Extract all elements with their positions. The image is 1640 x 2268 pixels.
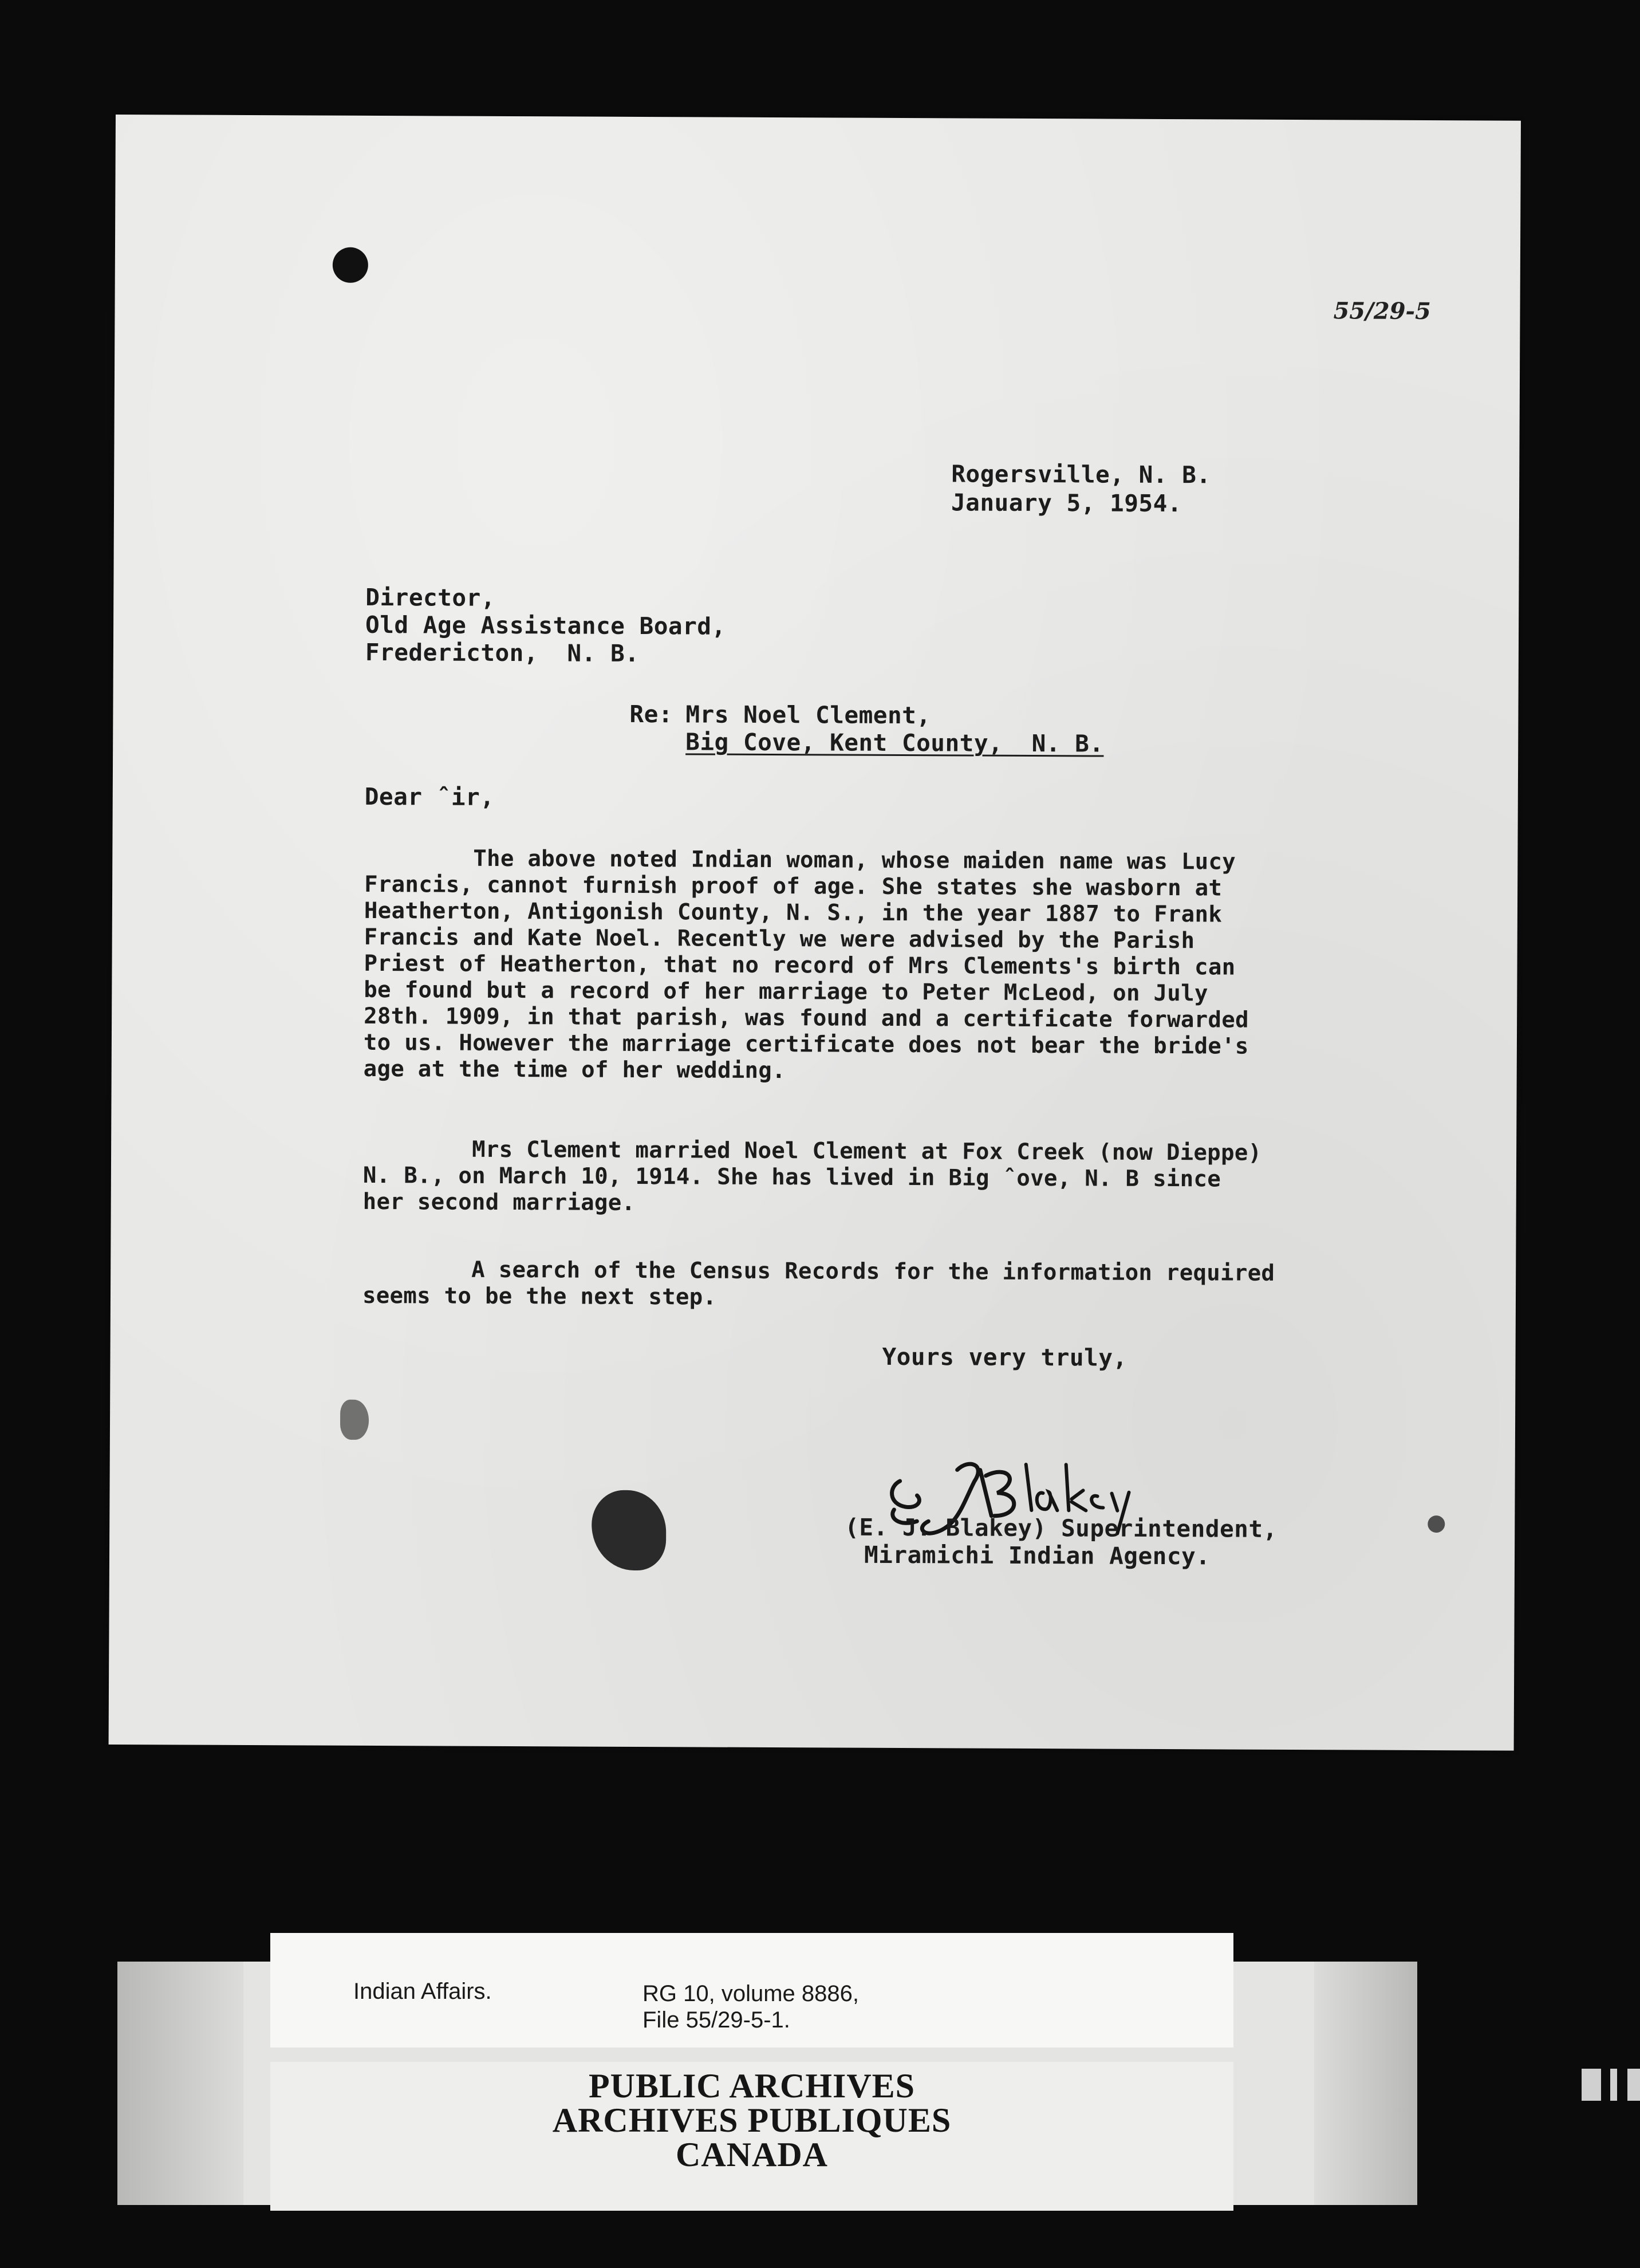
- re-name: Mrs Noel Clement,: [685, 700, 931, 730]
- addressee-board: Old Age Assistance Board,: [365, 611, 726, 640]
- paragraph-line: Francis and Kate Noel. Recently we were advised by the Parish: [364, 924, 1195, 954]
- paragraph-line: her second marriage.: [362, 1188, 636, 1216]
- ink-smudge: [340, 1400, 369, 1440]
- sender-place: Rogersville, N. B.: [951, 460, 1211, 489]
- addressee-title: Director,: [365, 583, 496, 612]
- paragraph-line: to us. However the marriage certificate does not bear the bride's: [363, 1029, 1249, 1060]
- archive-reference-card: [270, 1933, 1233, 2048]
- fonds-label: Indian Affairs.: [353, 1979, 492, 2004]
- film-frame-marker: [1576, 2062, 1640, 2108]
- reference-line-2: File 55/29-5-1.: [642, 2007, 790, 2033]
- paragraph-line: The above noted Indian woman, whose maiden name was Lucy: [473, 845, 1236, 875]
- paragraph-line: A search of the Census Records for the information required: [471, 1257, 1275, 1286]
- re-address: Big Cove, Kent County, N. B.: [685, 728, 1104, 758]
- mount-shadow-right: [1314, 1962, 1417, 2205]
- ink-blot: [592, 1490, 667, 1571]
- paragraph-3: [362, 1257, 1275, 1313]
- paragraph-line: Heatherton, Antigonish County, N. S., in the year 1887 to Frank: [364, 897, 1223, 928]
- paragraph-line: 28th. 1909, in that parish, was found and a certificate forwarded: [364, 1003, 1249, 1033]
- file-number: 55/29-5: [1333, 297, 1432, 325]
- letter-date: January 5, 1954.: [951, 489, 1182, 518]
- archive-stamp-line-1: PUBLIC ARCHIVES: [588, 2067, 916, 2105]
- signatory-name: (E. J. Blakey) Superintendent,: [845, 1513, 1278, 1543]
- paragraph-line: be found but a record of her marriage to Peter McLeod, on July: [364, 976, 1208, 1007]
- addressee-city: Fredericton, N. B.: [365, 638, 640, 667]
- paragraph-2: [363, 1136, 1262, 1219]
- mount-shadow-left: [117, 1962, 243, 2205]
- reference-line-1: RG 10, volume 8886,: [642, 1981, 859, 2006]
- complimentary-close: Yours very truly,: [882, 1342, 1128, 1372]
- paragraph-line: N. B., on March 10, 1914. She has lived in Big ˆove, N. B since: [362, 1162, 1221, 1192]
- paragraph-line: Mrs Clement married Noel Clement at Fox Creek (now Dieppe): [472, 1136, 1262, 1166]
- archive-stamp-line-3: CANADA: [676, 2136, 828, 2174]
- paragraph-line: seems to be the next step.: [362, 1282, 717, 1310]
- paragraph-line: Francis, cannot furnish proof of age. She states she wasborn at: [364, 871, 1223, 901]
- paragraph-line: age at the time of her wedding.: [363, 1056, 786, 1084]
- agency-name: Miramichi Indian Agency.: [864, 1541, 1211, 1570]
- ink-dot: [1428, 1515, 1445, 1533]
- paragraph-line: Priest of Heatherton, that no record of Mrs Clements's birth can: [364, 950, 1236, 981]
- letter-page: [109, 115, 1521, 1751]
- salutation: Dear ˆir,: [364, 782, 495, 811]
- re-label: Re:: [629, 700, 673, 729]
- archive-stamp-line-2: ARCHIVES PUBLIQUES: [552, 2101, 952, 2139]
- paragraph-1: [364, 845, 1249, 1086]
- punch-hole-mark: [333, 247, 368, 283]
